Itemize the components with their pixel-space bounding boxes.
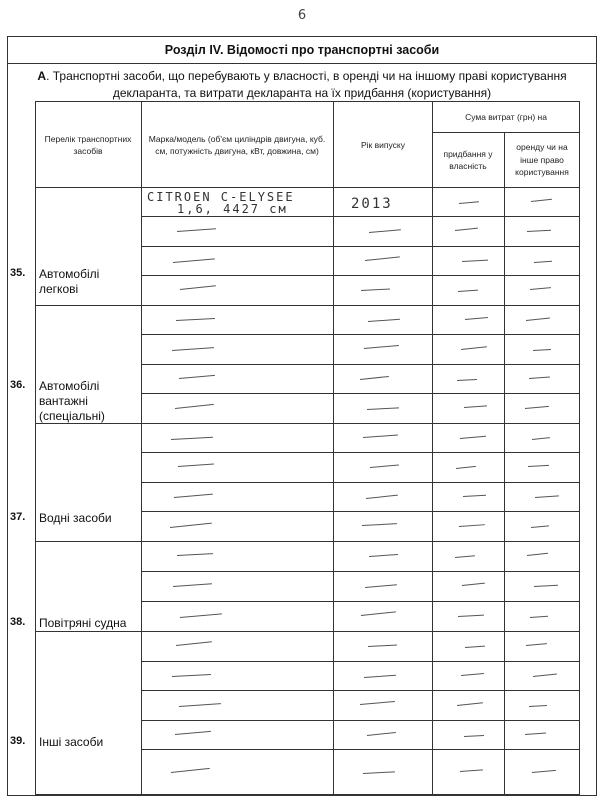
row-number-38: 38. — [10, 616, 26, 628]
blank-dash-mark — [362, 523, 397, 526]
blank-dash-mark — [455, 555, 475, 558]
blank-dash-mark — [455, 228, 478, 231]
blank-dash-mark — [525, 406, 549, 409]
row-label-passenger-cars: Автомобілі легкові — [39, 267, 100, 296]
blank-dash-mark — [363, 771, 395, 774]
blank-dash-mark — [360, 375, 389, 379]
row-label-other-vehicles: Інші засоби — [39, 735, 104, 749]
handwritten-model-line1: CITROEN C-ELYSEE — [147, 190, 295, 204]
row-label-aircraft: Повітряні судна — [39, 616, 127, 630]
blank-dash-mark — [361, 611, 396, 616]
handwritten-model-line2: 1,6, 4427 см — [177, 202, 288, 216]
blank-dash-mark — [532, 769, 556, 772]
row-number-39: 39. — [10, 735, 26, 747]
blank-dash-mark — [369, 229, 401, 233]
blank-dash-mark — [367, 731, 396, 735]
blank-dash-mark — [464, 405, 487, 408]
blank-dash-mark — [464, 734, 484, 736]
subsection-text-line2: декларанта, та витрати декларанта на їх придбання (користування) — [112, 86, 492, 100]
blank-dash-mark — [530, 616, 548, 618]
blank-dash-mark — [528, 465, 549, 467]
blank-dash-mark — [460, 769, 483, 772]
header-model: Марка/модель (об'єм циліндрів двигуна, куб. см, потужність двигуна, кВт, довжина, см) — [148, 133, 326, 156]
vehicles-table — [10, 101, 580, 795]
blank-dash-mark — [367, 407, 399, 410]
blank-dash-mark — [461, 672, 484, 675]
blank-dash-mark — [465, 316, 488, 319]
blank-dash-mark — [462, 583, 485, 586]
blank-dash-mark — [174, 493, 213, 497]
blank-dash-mark — [176, 317, 215, 320]
blank-dash-mark — [178, 463, 214, 467]
blank-dash-mark — [180, 613, 222, 618]
blank-dash-mark — [175, 404, 214, 409]
blank-dash-mark — [360, 701, 395, 705]
blank-dash-mark — [459, 201, 479, 204]
header-rent: оренду чи на інше право користування — [515, 142, 569, 178]
header-year: Рік випуску — [361, 139, 405, 150]
blank-dash-mark — [175, 730, 211, 734]
row-number-35: 35. — [10, 267, 26, 279]
blank-dash-mark — [458, 290, 478, 292]
row-label-water-vehicles: Водні засоби — [39, 511, 112, 525]
blank-dash-mark — [176, 641, 212, 646]
blank-dash-mark — [533, 673, 557, 677]
blank-dash-mark — [527, 553, 548, 556]
blank-dash-mark — [366, 494, 398, 498]
blank-dash-mark — [365, 584, 397, 588]
blank-dash-mark — [365, 256, 400, 261]
blank-dash-mark — [369, 554, 398, 557]
blank-dash-mark — [534, 260, 552, 262]
blank-dash-mark — [364, 345, 399, 349]
row-number-36: 36. — [10, 379, 26, 391]
blank-dash-mark — [177, 228, 216, 232]
handwritten-year: 2013 — [351, 196, 393, 212]
blank-dash-mark — [173, 583, 212, 587]
blank-dash-mark — [463, 494, 486, 496]
blank-dash-mark — [172, 673, 211, 676]
blank-dash-mark — [461, 346, 487, 350]
row-number-37: 37. — [10, 511, 26, 523]
blank-dash-mark — [533, 349, 551, 351]
blank-dash-mark — [531, 198, 552, 201]
blank-dash-mark — [526, 317, 550, 321]
blank-dash-mark — [180, 285, 216, 290]
blank-dash-mark — [368, 644, 397, 647]
blank-dash-mark — [170, 523, 212, 528]
blank-dash-mark — [465, 646, 485, 648]
blank-dash-mark — [456, 466, 476, 469]
blank-dash-mark — [179, 374, 215, 378]
header-purchase: придбання у власність — [443, 148, 493, 171]
blank-dash-mark — [530, 287, 551, 290]
blank-dash-mark — [172, 347, 214, 351]
blank-dash-mark — [370, 464, 399, 468]
subsection-text-line1: . Транспортні засоби, що перебувають у власності, в оренді чи на іншому праві користування — [46, 69, 567, 83]
blank-dash-mark — [361, 288, 390, 291]
blank-dash-mark — [526, 643, 547, 646]
blank-dash-mark — [534, 585, 558, 587]
header-list: Перелік транспортних засобів — [44, 133, 132, 156]
blank-dash-mark — [462, 259, 488, 261]
blank-dash-mark — [529, 376, 550, 378]
blank-dash-mark — [531, 525, 549, 528]
form-section-frame — [7, 36, 597, 796]
blank-dash-mark — [457, 378, 477, 380]
subsection-letter: А — [37, 69, 47, 83]
blank-dash-mark — [173, 258, 215, 263]
blank-dash-mark — [177, 553, 213, 556]
blank-dash-mark — [459, 524, 485, 527]
blank-dash-mark — [525, 732, 546, 734]
blank-dash-mark — [457, 702, 483, 706]
blank-dash-mark — [171, 436, 213, 439]
blank-dash-mark — [535, 495, 559, 498]
blank-dash-mark — [458, 615, 484, 617]
page-number: 6 — [297, 8, 307, 23]
header-expenses: Сума витрат (грн) на — [465, 111, 547, 122]
subsection-heading — [8, 64, 596, 102]
section-title: Розділ IV. Відомості про транспортні засоби — [8, 37, 596, 64]
blank-dash-mark — [529, 705, 547, 707]
row-label-trucks: Автомобілі вантажні (спеціальні) — [39, 379, 105, 423]
blank-dash-mark — [368, 318, 400, 321]
blank-dash-mark — [171, 767, 210, 772]
blank-dash-mark — [527, 230, 551, 232]
blank-dash-mark — [179, 703, 221, 707]
blank-dash-mark — [460, 435, 486, 438]
blank-dash-mark — [363, 434, 398, 437]
blank-dash-mark — [532, 437, 550, 440]
blank-dash-mark — [364, 674, 396, 677]
